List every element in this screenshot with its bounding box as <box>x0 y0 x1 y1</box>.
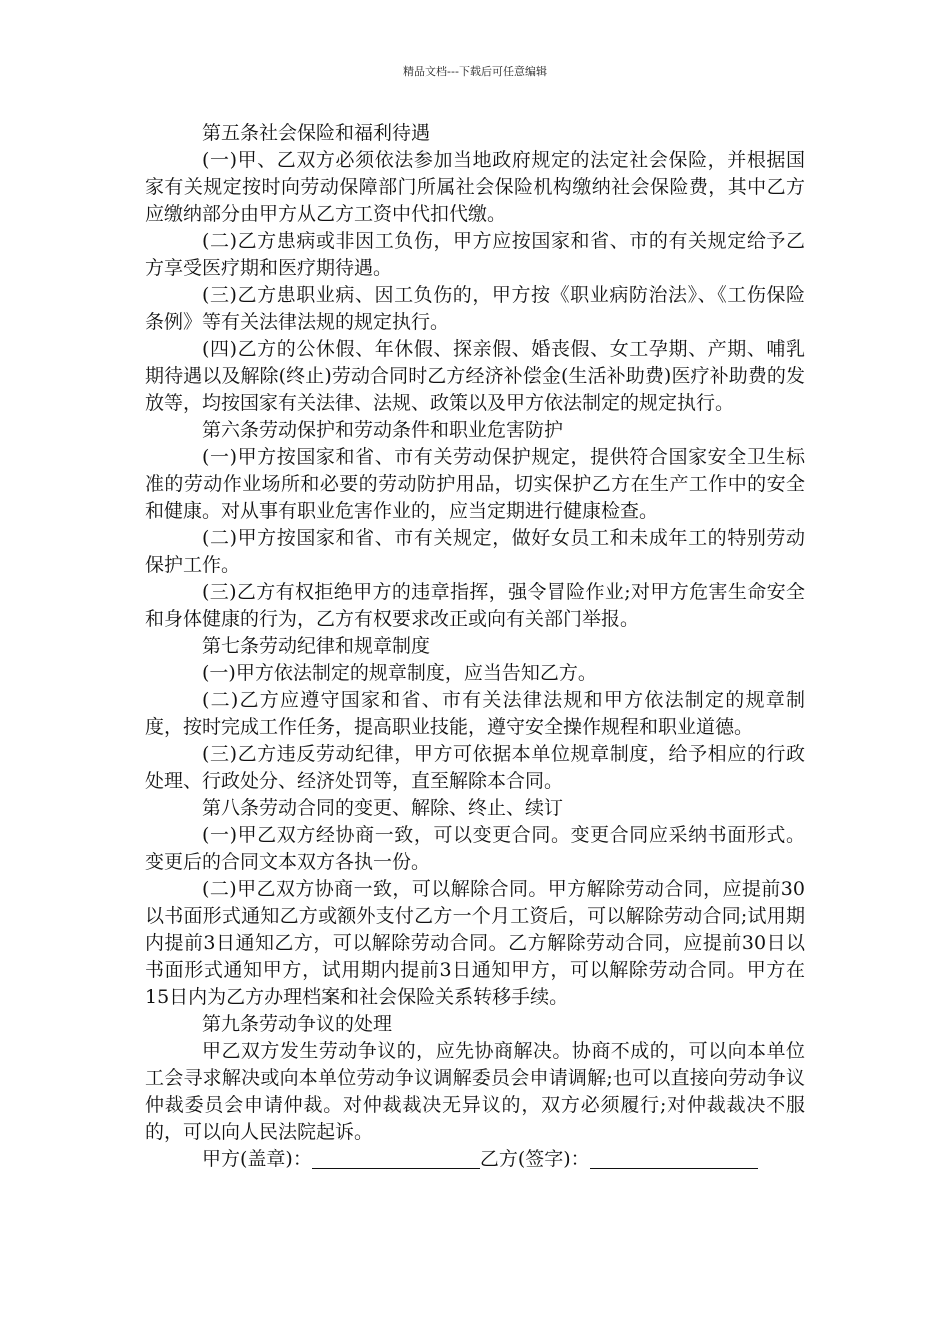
article-7-heading: 第七条劳动纪律和规章制度 <box>202 635 431 657</box>
article-5-clause-2: (二)乙方患病或非因工负伤，甲方应按国家和省、市的有关规定给予乙方享受医疗期和医疗期待遇。 <box>145 230 805 279</box>
article-7-clause-2: (二)乙方应遵守国家和省、市有关法律法规和甲方依法制定的规章制度，按时完成工作任务，提高职业技能，遵守安全操作规程和职业道德。 <box>145 689 805 738</box>
article-7-clause-1: (一)甲方依法制定的规章制度，应当告知乙方。 <box>202 662 597 684</box>
article-6-clause-1: (一)甲方按国家和省、市有关劳动保护规定，提供符合国家安全卫生标准的劳动作业场所和必要的劳动防护用品，切实保护乙方在生产工作中的安全和健康。对从事有职业危害作业的，应当定期进行健康检查。 <box>145 446 805 522</box>
article-6-clause-3: (三)乙方有权拒绝甲方的违章指挥，强令冒险作业;对甲方危害生命安全和身体健康的行为，乙方有权要求改正或向有关部门举报。 <box>145 581 805 630</box>
party-b-label: 乙方(签字)： <box>479 1148 590 1170</box>
article-5-heading: 第五条社会保险和福利待遇 <box>202 122 431 144</box>
article-6-clause-2: (二)甲方按国家和省、市有关规定，做好女员工和未成年工的特别劳动保护工作。 <box>145 527 805 576</box>
article-5-clause-3: (三)乙方患职业病、因工负伤的，甲方按《职业病防治法》、《工伤保险条例》等有关法律法规的规定执行。 <box>145 284 805 333</box>
article-9-heading: 第九条劳动争议的处理 <box>202 1013 393 1035</box>
article-5-clause-1: (一)甲、乙双方必须依法参加当地政府规定的法定社会保险，并根据国家有关规定按时向劳动保障部门所属社会保险机构缴纳社会保险费，其中乙方应缴纳部分由甲方从乙方工资中代扣代缴。 <box>145 149 805 225</box>
article-7-clause-3: (三)乙方违反劳动纪律，甲方可依据本单位规章制度，给予相应的行政处理、行政处分、经济处罚等，直至解除本合同。 <box>145 743 805 792</box>
page-header: 精品文档---下载后可任意编辑 <box>403 65 547 78</box>
party-a-label: 甲方(盖章)： <box>202 1148 312 1170</box>
document-body <box>145 120 805 1173</box>
article-6-heading: 第六条劳动保护和劳动条件和职业危害防护 <box>202 419 564 441</box>
article-9-body: 甲乙双方发生劳动争议的，应先协商解决。协商不成的，可以向本单位工会寻求解决或向本单位劳动争议调解委员会申请调解;也可以直接向劳动争议仲裁委员会申请仲裁。对仲裁裁决无异议的，双方必须履行;对仲裁裁决不服的，可以向人民法院起诉。 <box>145 1040 805 1143</box>
article-8-heading: 第八条劳动合同的变更、解除、终止、续订 <box>202 797 564 819</box>
party-b-signature-blank[interactable] <box>590 1150 758 1169</box>
signature-line <box>145 1146 805 1173</box>
article-5-clause-4: (四)乙方的公休假、年休假、探亲假、婚丧假、女工孕期、产期、哺乳期待遇以及解除(终止)劳动合同时乙方经济补偿金(生活补助费)医疗补助费的发放等，均按国家有关法律、法规、政策以及甲方依法制定的规定执行。 <box>145 338 805 414</box>
article-8-clause-2: (二)甲乙双方协商一致，可以解除合同。甲方解除劳动合同，应提前30以书面形式通知乙方或额外支付乙方一个月工资后，可以解除劳动合同;试用期内提前3日通知乙方，可以解除劳动合同。乙方解除劳动合同，应提前30日以书面形式通知甲方，试用期内提前3日通知甲方，可以解除劳动合同。甲方在15日内为乙方办理档案和社会保险关系转移手续。 <box>145 878 805 1008</box>
article-8-clause-1: (一)甲乙双方经协商一致，可以变更合同。变更合同应采纳书面形式。变更后的合同文本双方各执一份。 <box>145 824 805 873</box>
party-a-signature-blank[interactable] <box>312 1150 480 1169</box>
